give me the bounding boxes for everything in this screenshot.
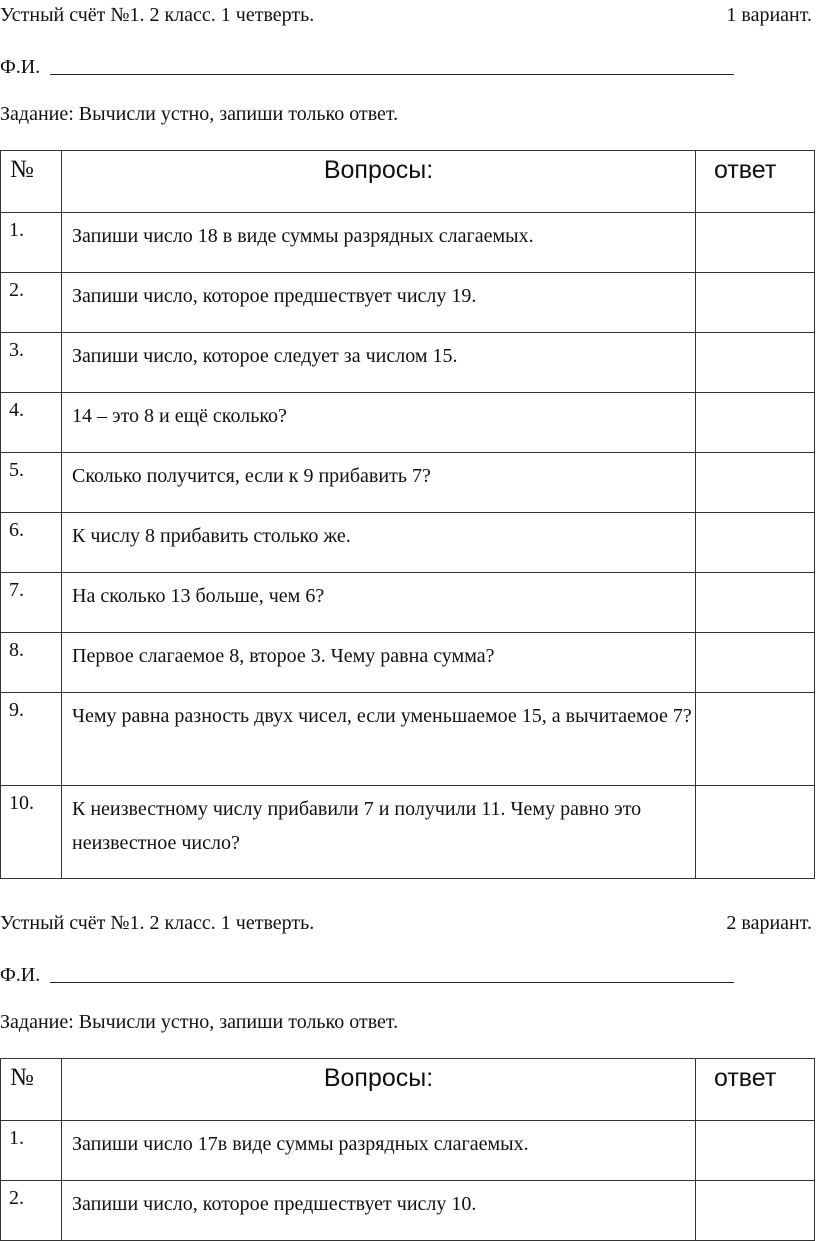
question-text: Запиши число 17в виде суммы разрядных слагаемых. [62,1121,696,1181]
question-number: 6. [1,513,62,573]
question-number: 5. [1,453,62,513]
question-text: Первое слагаемое 8, второе 3. Чему равна сумма? [62,633,696,693]
name-label: Ф.И. [0,964,41,986]
table-row [1,573,815,633]
worksheet-header [0,0,812,30]
question-number: 2. [1,273,62,333]
name-underline [50,74,734,75]
worksheet-header [0,908,812,938]
question-text: Запиши число, которое предшествует числу 10. [62,1181,696,1241]
questions-table [0,150,815,879]
question-number: 4. [1,393,62,453]
worksheet-title: Устный счёт №1. 2 класс. 1 четверть. [0,4,315,26]
worksheet-title: Устный счёт №1. 2 класс. 1 четверть. [0,912,315,934]
question-text: К числу 8 прибавить столько же. [62,513,696,573]
answer-cell[interactable] [696,453,815,513]
questions-table [0,1058,815,1241]
question-number: 9. [1,693,62,786]
variant-label: 2 вариант. [726,912,812,934]
table-row [1,1181,815,1241]
header-number: № [1,1059,62,1121]
question-text: Запиши число, которое предшествует числу 19. [62,273,696,333]
answer-cell[interactable] [696,273,815,333]
question-number: 1. [1,213,62,273]
question-number: 7. [1,573,62,633]
table-row [1,633,815,693]
answer-cell[interactable] [696,333,815,393]
table-header-row [1,1059,815,1121]
table-row [1,1121,815,1181]
table-row [1,333,815,393]
question-number: 3. [1,333,62,393]
task-instruction: Задание: Вычисли устно, запиши только ответ. [0,1011,399,1033]
table-row [1,786,815,879]
answer-cell[interactable] [696,633,815,693]
question-text: Чему равна разность двух чисел, если уменьшаемое 15, а вычитаемое 7? [62,693,696,786]
table-header-row [1,151,815,213]
answer-cell[interactable] [696,693,815,786]
variant-label: 1 вариант. [726,4,812,26]
table-row [1,453,815,513]
question-text: На сколько 13 больше, чем 6? [62,573,696,633]
question-text: Запиши число, которое следует за числом 15. [62,333,696,393]
question-number: 2. [1,1181,62,1241]
table-row [1,393,815,453]
question-text: Запиши число 18 в виде суммы разрядных слагаемых. [62,213,696,273]
question-number: 1. [1,1121,62,1181]
table-row [1,513,815,573]
header-questions: Вопросы: [62,1059,696,1121]
answer-cell[interactable] [696,1181,815,1241]
name-underline [50,982,734,983]
question-text: 14 – это 8 и ещё сколько? [62,393,696,453]
answer-cell[interactable] [696,213,815,273]
header-answer: ответ [696,1059,815,1121]
answer-cell[interactable] [696,786,815,879]
name-label: Ф.И. [0,56,41,78]
question-number: 10. [1,786,62,879]
answer-cell[interactable] [696,393,815,453]
answer-cell[interactable] [696,513,815,573]
header-number: № [1,151,62,213]
table-row [1,693,815,786]
answer-cell[interactable] [696,573,815,633]
header-answer: ответ [696,151,815,213]
table-row [1,273,815,333]
table-row [1,213,815,273]
question-text: Сколько получится, если к 9 прибавить 7? [62,453,696,513]
answer-cell[interactable] [696,1121,815,1181]
question-number: 8. [1,633,62,693]
header-questions: Вопросы: [62,151,696,213]
question-text: К неизвестному числу прибавили 7 и получили 11. Чему равно это неизвестное число? [62,786,696,879]
task-instruction: Задание: Вычисли устно, запиши только ответ. [0,103,399,125]
